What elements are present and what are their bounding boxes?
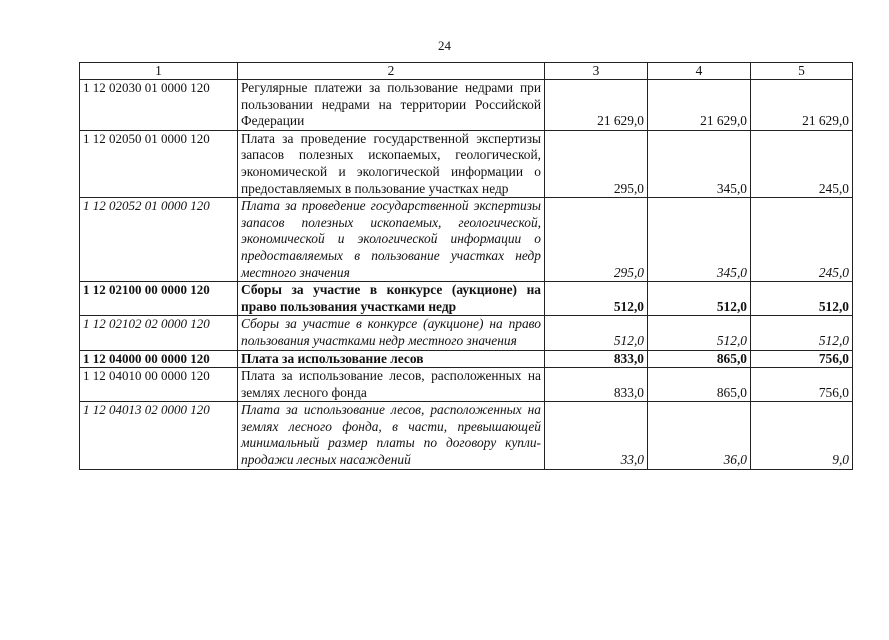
row-code: 1 12 04010 00 0000 120	[80, 368, 238, 402]
table-row	[80, 130, 853, 197]
row-code: 1 12 02030 01 0000 120	[80, 80, 238, 131]
row-code: 1 12 02100 00 0000 120	[80, 282, 238, 316]
row-name: Плата за использование лесов	[238, 350, 545, 368]
row-value-col3: 21 629,0	[545, 80, 648, 131]
row-value-col3: 833,0	[545, 350, 648, 368]
row-name: Плата за проведение государственной экспертизы запасов полезных ископаемых, геологической, экономической и экологической информации о предоставляемых в пользование участках недр	[238, 130, 545, 197]
row-code: 1 12 02050 01 0000 120	[80, 130, 238, 197]
row-value-col3: 33,0	[545, 402, 648, 469]
row-name: Плата за использование лесов, расположенных на землях лесного фонда	[238, 368, 545, 402]
row-value-col4: 345,0	[648, 198, 751, 282]
header-col-5: 5	[751, 63, 853, 80]
row-code: 1 12 04013 02 0000 120	[80, 402, 238, 469]
row-name: Сборы за участие в конкурсе (аукционе) на право пользования участками недр	[238, 282, 545, 316]
table-row	[80, 316, 853, 350]
table-row	[80, 402, 853, 469]
header-col-4: 4	[648, 63, 751, 80]
row-value-col3: 512,0	[545, 316, 648, 350]
row-value-col4: 21 629,0	[648, 80, 751, 131]
row-value-col5: 9,0	[751, 402, 853, 469]
row-code: 1 12 04000 00 0000 120	[80, 350, 238, 368]
page-number: 24	[438, 38, 451, 53]
row-value-col4: 865,0	[648, 350, 751, 368]
header-col-2: 2	[238, 63, 545, 80]
row-value-col3: 833,0	[545, 368, 648, 402]
row-value-col3: 512,0	[545, 282, 648, 316]
row-name: Плата за использование лесов, расположенных на землях лесного фонда, в части, превышающей минимальный размер платы по договору купли-продажи лесных насаждений	[238, 402, 545, 469]
row-name: Сборы за участие в конкурсе (аукционе) на право пользования участками недр местного значения	[238, 316, 545, 350]
row-value-col5: 756,0	[751, 350, 853, 368]
row-code: 1 12 02102 02 0000 120	[80, 316, 238, 350]
row-code: 1 12 02052 01 0000 120	[80, 198, 238, 282]
row-value-col5: 756,0	[751, 368, 853, 402]
row-name: Регулярные платежи за пользование недрами при пользовании недрами на территории Российской Федерации	[238, 80, 545, 131]
row-name: Плата за проведение государственной экспертизы запасов полезных ископаемых, геологической, экономической и экологической информации о предоставляемых в пользование участках недр местного значения	[238, 198, 545, 282]
row-value-col4: 512,0	[648, 282, 751, 316]
header-col-1: 1	[80, 63, 238, 80]
table-row	[80, 368, 853, 402]
row-value-col5: 245,0	[751, 130, 853, 197]
budget-table	[79, 62, 853, 470]
row-value-col4: 865,0	[648, 368, 751, 402]
table-row	[80, 198, 853, 282]
row-value-col5: 21 629,0	[751, 80, 853, 131]
table-row	[80, 350, 853, 368]
row-value-col5: 512,0	[751, 316, 853, 350]
row-value-col5: 245,0	[751, 198, 853, 282]
row-value-col3: 295,0	[545, 130, 648, 197]
row-value-col3: 295,0	[545, 198, 648, 282]
row-value-col5: 512,0	[751, 282, 853, 316]
header-col-3: 3	[545, 63, 648, 80]
row-value-col4: 345,0	[648, 130, 751, 197]
table-row	[80, 80, 853, 131]
row-value-col4: 512,0	[648, 316, 751, 350]
table-row	[80, 282, 853, 316]
row-value-col4: 36,0	[648, 402, 751, 469]
header-row	[80, 63, 853, 80]
